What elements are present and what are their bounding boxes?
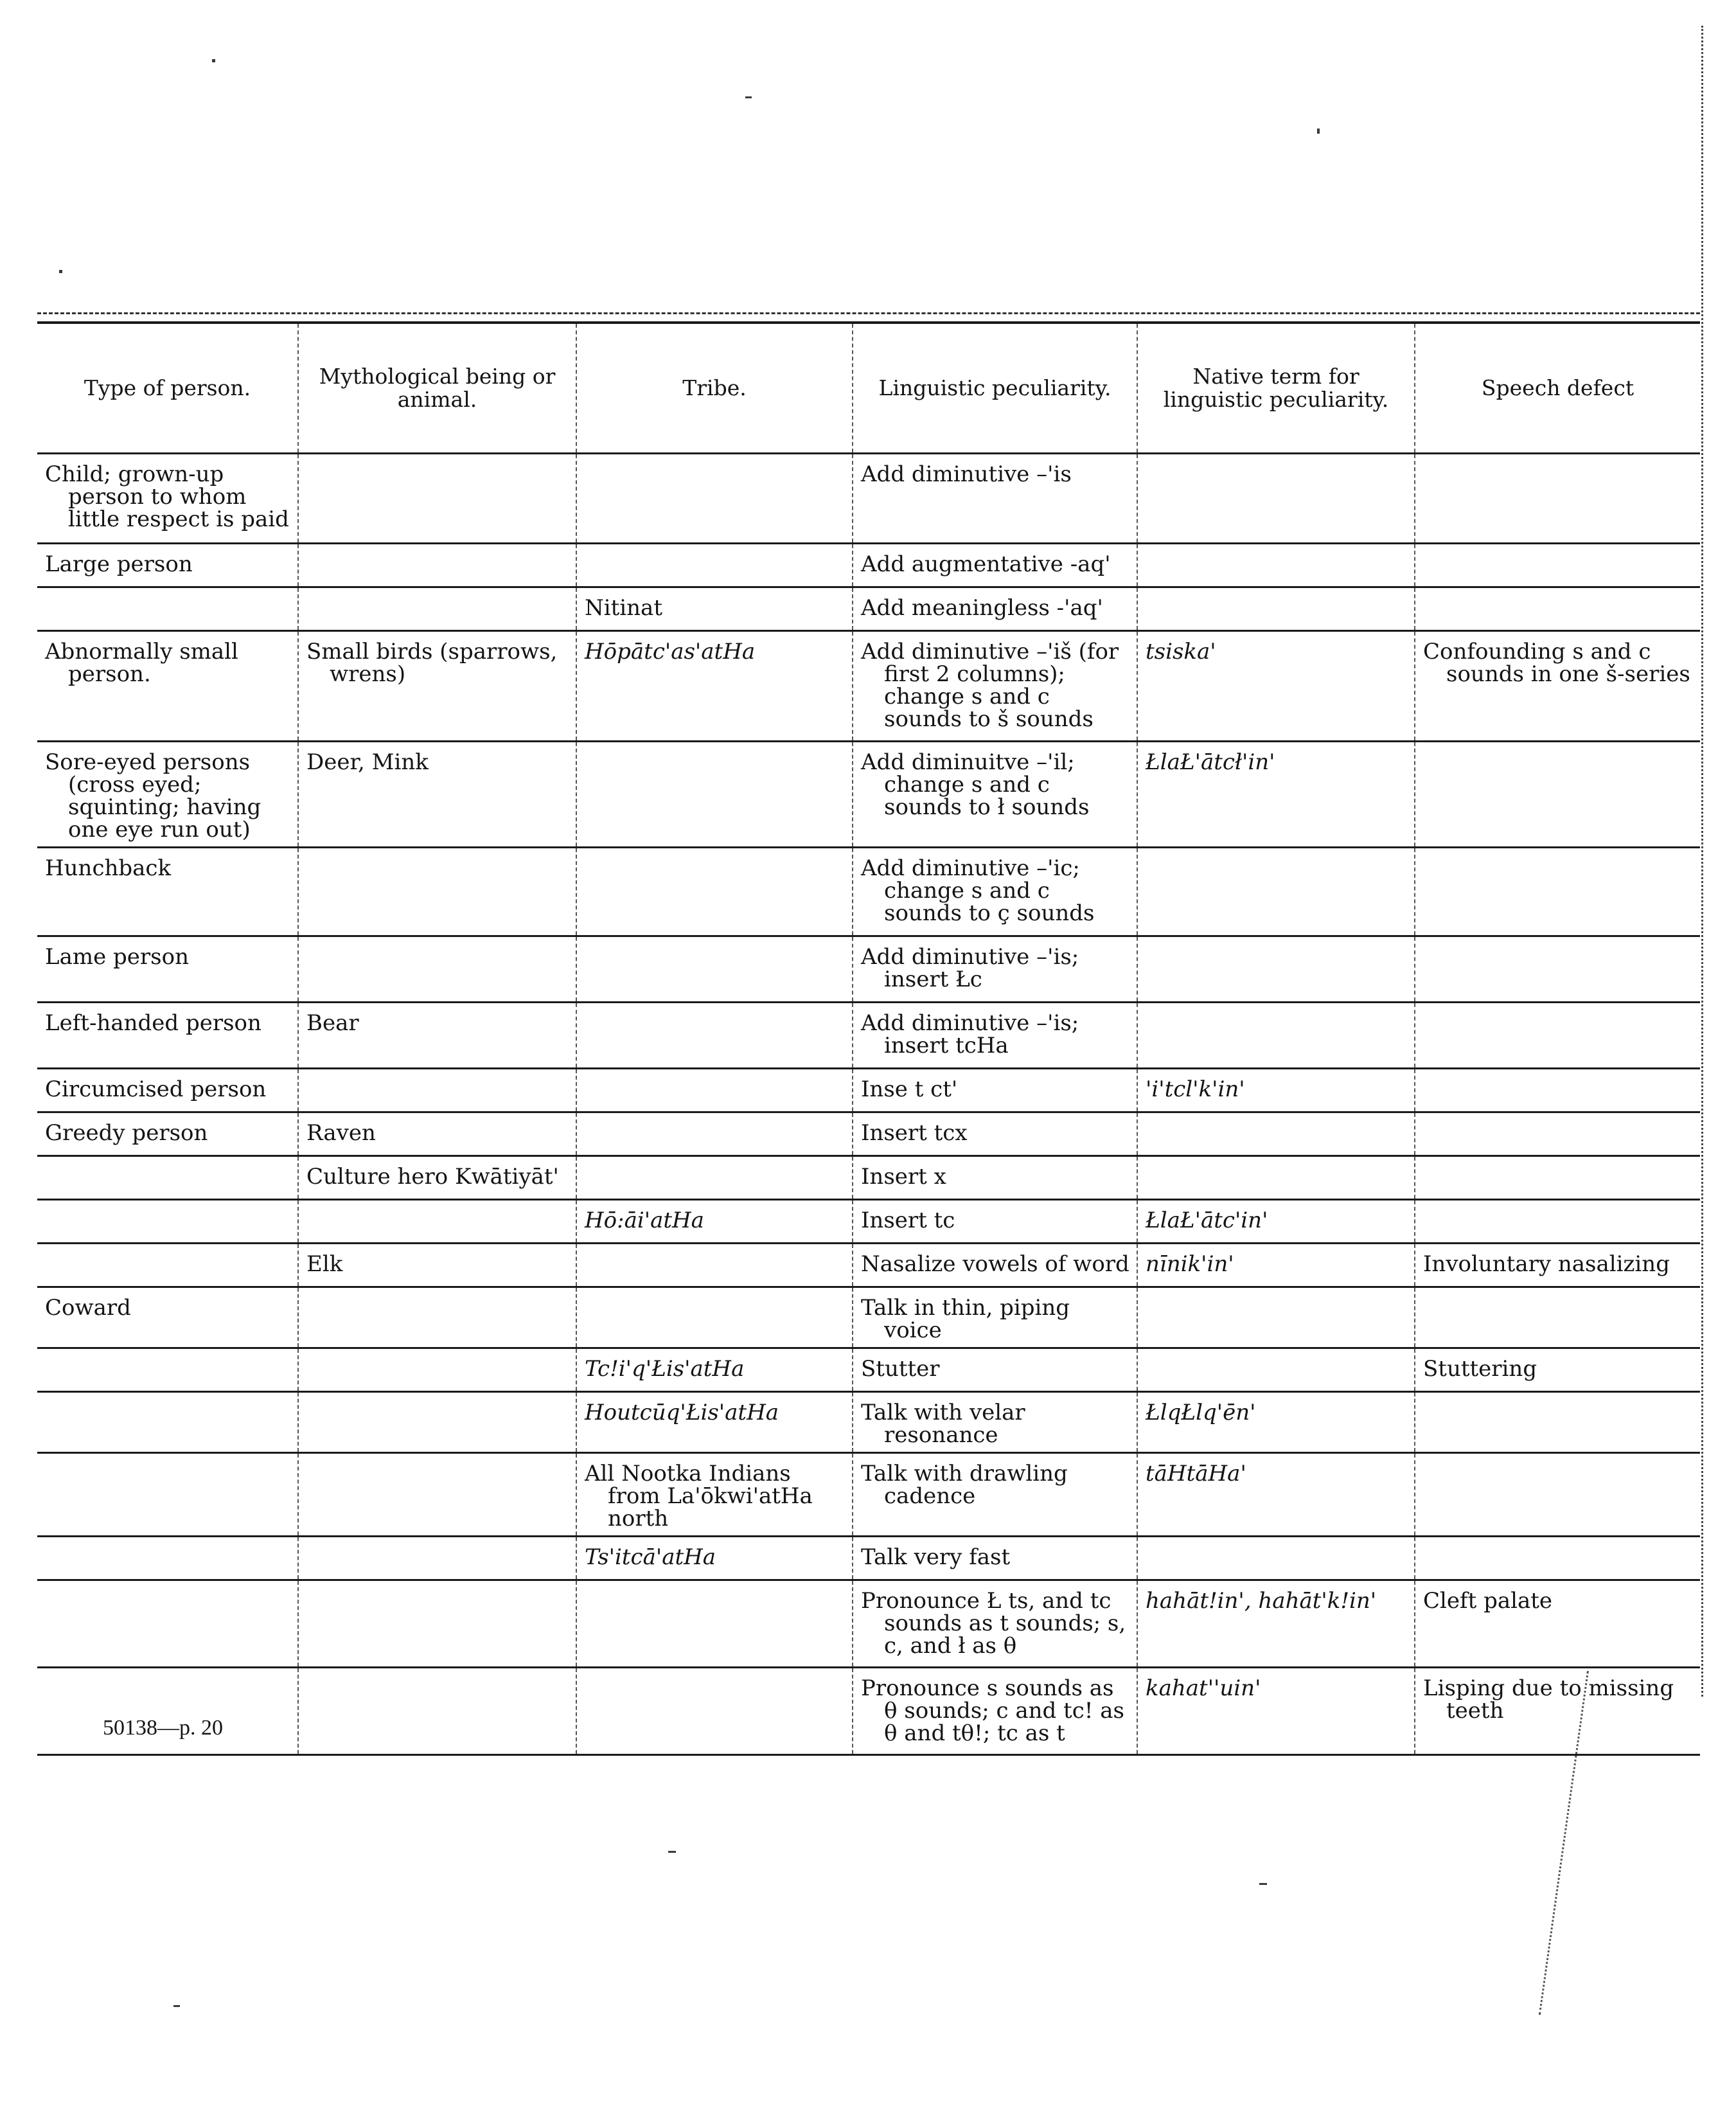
cell-native-term	[1137, 936, 1415, 1003]
cell-type-of-person: Circumcised person	[37, 1069, 298, 1112]
table-row	[37, 1668, 1700, 1755]
cell-linguistic-peculiarity: Add diminutive –'iš (for first 2 columns); change s and c sounds to š sounds	[853, 631, 1137, 742]
cell-speech-defect	[1415, 544, 1700, 587]
cell-speech-defect	[1415, 1003, 1700, 1069]
cell-linguistic-peculiarity: Stutter	[853, 1348, 1137, 1392]
cell-tribe	[576, 848, 853, 936]
page-folio: 50138—p. 20	[103, 1716, 223, 1740]
table-row	[37, 1287, 1700, 1348]
cell-native-term: ŁlaŁ'ātcł'in'	[1137, 742, 1415, 848]
cell-type-of-person: Greedy person	[37, 1112, 298, 1156]
cell-speech-defect	[1415, 587, 1700, 631]
cell-native-term: ŁlaŁ'ātc'in'	[1137, 1200, 1415, 1244]
cell-speech-defect	[1415, 1392, 1700, 1453]
cell-speech-defect	[1415, 1287, 1700, 1348]
cell-tribe	[576, 1287, 853, 1348]
cell-linguistic-peculiarity: Add augmentative -aq'	[853, 544, 1137, 587]
cell-linguistic-peculiarity: Add diminutive –'ic; change s and c sounds to ç sounds	[853, 848, 1137, 936]
table-row	[37, 631, 1700, 742]
cell-type-of-person	[37, 1200, 298, 1244]
cell-native-term	[1137, 1537, 1415, 1580]
cell-native-term	[1137, 1003, 1415, 1069]
table-row	[37, 742, 1700, 848]
cell-type-of-person: Child; grown-up person to whom little respect is paid	[37, 454, 298, 544]
cell-type-of-person	[37, 587, 298, 631]
cell-mythological-being	[298, 1392, 576, 1453]
cell-speech-defect	[1415, 742, 1700, 848]
cell-speech-defect	[1415, 1200, 1700, 1244]
cell-type-of-person	[37, 1392, 298, 1453]
cell-linguistic-peculiarity: Inse t ct'	[853, 1069, 1137, 1112]
table-row	[37, 1348, 1700, 1392]
cell-type-of-person	[37, 1348, 298, 1392]
cell-linguistic-peculiarity: Talk in thin, piping voice	[853, 1287, 1137, 1348]
cell-type-of-person	[37, 1453, 298, 1537]
cell-native-term	[1137, 848, 1415, 936]
paper-speck	[1259, 1883, 1267, 1885]
cell-tribe	[576, 1003, 853, 1069]
column-header-tribe: Tribe.	[576, 323, 853, 454]
column-header-speech-defect: Speech defect	[1415, 323, 1700, 454]
cell-mythological-being	[298, 848, 576, 936]
cell-mythological-being	[298, 1287, 576, 1348]
table-row	[37, 1453, 1700, 1537]
cell-mythological-being	[298, 587, 576, 631]
cell-mythological-being: Bear	[298, 1003, 576, 1069]
linguistic-peculiarities-table	[37, 321, 1700, 1756]
paper-speck	[212, 59, 215, 62]
table-row	[37, 587, 1700, 631]
cell-linguistic-peculiarity: Talk with drawling cadence	[853, 1453, 1137, 1537]
cell-linguistic-peculiarity: Add diminuitve –'il; change s and c sounds to ł sounds	[853, 742, 1137, 848]
cell-tribe	[576, 544, 853, 587]
cell-linguistic-peculiarity: Insert tc	[853, 1200, 1137, 1244]
cell-mythological-being	[298, 1200, 576, 1244]
cell-native-term: 'i'tcl'k'in'	[1137, 1069, 1415, 1112]
cell-linguistic-peculiarity: Add diminutive –'is	[853, 454, 1137, 544]
cell-linguistic-peculiarity: Talk with velar resonance	[853, 1392, 1137, 1453]
cell-speech-defect: Stuttering	[1415, 1348, 1700, 1392]
cell-tribe: Tc!i'q'Łis'atHa	[576, 1348, 853, 1392]
cell-tribe	[576, 1112, 853, 1156]
cell-native-term: tsiska'	[1137, 631, 1415, 742]
table-row	[37, 1069, 1700, 1112]
margin-speckle-dots	[1701, 26, 1708, 1697]
cell-speech-defect	[1415, 936, 1700, 1003]
cell-linguistic-peculiarity: Pronounce Ł ts, and tc sounds as t sounds; s, c, and ł as θ	[853, 1580, 1137, 1668]
table-row	[37, 1156, 1700, 1200]
column-header-native-term: Native term for linguistic peculiarity.	[1137, 323, 1415, 454]
cell-type-of-person: Large person	[37, 544, 298, 587]
cell-native-term: tāHtāHa'	[1137, 1453, 1415, 1537]
table-row	[37, 1244, 1700, 1287]
table-header-row	[37, 323, 1700, 454]
table-row	[37, 1580, 1700, 1668]
table-row	[37, 1392, 1700, 1453]
cell-type-of-person	[37, 1668, 298, 1755]
cell-native-term	[1137, 587, 1415, 631]
cell-mythological-being	[298, 1453, 576, 1537]
paper-speck	[173, 2005, 180, 2007]
cell-type-of-person	[37, 1537, 298, 1580]
cell-linguistic-peculiarity: Insert x	[853, 1156, 1137, 1200]
cell-linguistic-peculiarity: Pronounce s sounds as θ sounds; c and tc! as θ and tθ!; tc as t	[853, 1668, 1137, 1755]
paper-speck	[1317, 129, 1320, 134]
cell-mythological-being	[298, 1069, 576, 1112]
paper-speck	[668, 1851, 676, 1853]
cell-type-of-person	[37, 1244, 298, 1287]
cell-native-term	[1137, 1287, 1415, 1348]
table-row	[37, 1537, 1700, 1580]
table-row	[37, 454, 1700, 544]
cell-mythological-being: Small birds (sparrows, wrens)	[298, 631, 576, 742]
cell-tribe	[576, 742, 853, 848]
cell-native-term: ŁlqŁlq'ēn'	[1137, 1392, 1415, 1453]
cell-speech-defect	[1415, 848, 1700, 936]
table-row	[37, 1200, 1700, 1244]
cell-speech-defect: Confounding s and c sounds in one š-series	[1415, 631, 1700, 742]
cell-linguistic-peculiarity: Add meaningless -'aq'	[853, 587, 1137, 631]
column-header-type-of-person: Type of person.	[37, 323, 298, 454]
cell-speech-defect	[1415, 1069, 1700, 1112]
cell-mythological-being: Culture hero Kwātiyāt'	[298, 1156, 576, 1200]
cell-type-of-person: Sore-eyed persons (cross eyed; squinting; having one eye run out)	[37, 742, 298, 848]
cell-speech-defect: Cleft palate	[1415, 1580, 1700, 1668]
cell-mythological-being	[298, 1348, 576, 1392]
cell-linguistic-peculiarity: Nasalize vowels of word	[853, 1244, 1137, 1287]
cell-speech-defect: Involuntary nasalizing	[1415, 1244, 1700, 1287]
cell-mythological-being	[298, 454, 576, 544]
cell-tribe: Houtcūq'Łis'atHa	[576, 1392, 853, 1453]
table-row	[37, 936, 1700, 1003]
cell-type-of-person: Hunchback	[37, 848, 298, 936]
cell-type-of-person: Lame person	[37, 936, 298, 1003]
cell-mythological-being	[298, 544, 576, 587]
cell-mythological-being: Deer, Mink	[298, 742, 576, 848]
cell-tribe: Ts'itcā'atHa	[576, 1537, 853, 1580]
cell-linguistic-peculiarity: Insert tcx	[853, 1112, 1137, 1156]
cell-tribe: Hōpātc'as'atHa	[576, 631, 853, 742]
cell-native-term	[1137, 1112, 1415, 1156]
cell-native-term	[1137, 1348, 1415, 1392]
cell-speech-defect	[1415, 1537, 1700, 1580]
cell-tribe	[576, 1580, 853, 1668]
cell-speech-defect	[1415, 1453, 1700, 1537]
cell-type-of-person: Left-handed person	[37, 1003, 298, 1069]
cell-mythological-being: Raven	[298, 1112, 576, 1156]
table-row	[37, 1003, 1700, 1069]
table-row	[37, 544, 1700, 587]
cell-native-term	[1137, 544, 1415, 587]
cell-native-term	[1137, 454, 1415, 544]
cell-tribe	[576, 1156, 853, 1200]
cell-linguistic-peculiarity: Add diminutive –'is; insert Łc	[853, 936, 1137, 1003]
cell-native-term: hahāt!in', hahāt'k!in'	[1137, 1580, 1415, 1668]
top-double-rule	[37, 312, 1700, 314]
cell-tribe: Nitinat	[576, 587, 853, 631]
cell-type-of-person	[37, 1156, 298, 1200]
cell-type-of-person: Abnormally small person.	[37, 631, 298, 742]
cell-tribe: Hō:āi'atHa	[576, 1200, 853, 1244]
cell-linguistic-peculiarity: Talk very fast	[853, 1537, 1137, 1580]
cell-speech-defect	[1415, 1112, 1700, 1156]
cell-speech-defect: Lisping due to missing teeth	[1415, 1668, 1700, 1755]
cell-native-term: nīnik'in'	[1137, 1244, 1415, 1287]
cell-tribe: All Nootka Indians from La'ōkwi'atHa north	[576, 1453, 853, 1537]
cell-native-term	[1137, 1156, 1415, 1200]
column-header-mythological-being: Mythological being or animal.	[298, 323, 576, 454]
cell-mythological-being	[298, 1537, 576, 1580]
column-header-linguistic-peculiarity: Linguistic peculiarity.	[853, 323, 1137, 454]
cell-mythological-being	[298, 1668, 576, 1755]
cell-tribe	[576, 1069, 853, 1112]
paper-speck	[745, 96, 752, 98]
cell-mythological-being	[298, 1580, 576, 1668]
cell-type-of-person: Coward	[37, 1287, 298, 1348]
cell-mythological-being	[298, 936, 576, 1003]
cell-speech-defect	[1415, 1156, 1700, 1200]
cell-speech-defect	[1415, 454, 1700, 544]
cell-tribe	[576, 936, 853, 1003]
cell-tribe	[576, 1668, 853, 1755]
table-row	[37, 848, 1700, 936]
cell-type-of-person	[37, 1580, 298, 1668]
cell-linguistic-peculiarity: Add diminutive –'is; insert tcHa	[853, 1003, 1137, 1069]
table-row	[37, 1112, 1700, 1156]
paper-speck	[59, 270, 62, 273]
cell-mythological-being: Elk	[298, 1244, 576, 1287]
cell-native-term: kahat''uin'	[1137, 1668, 1415, 1755]
cell-tribe	[576, 454, 853, 544]
cell-tribe	[576, 1244, 853, 1287]
